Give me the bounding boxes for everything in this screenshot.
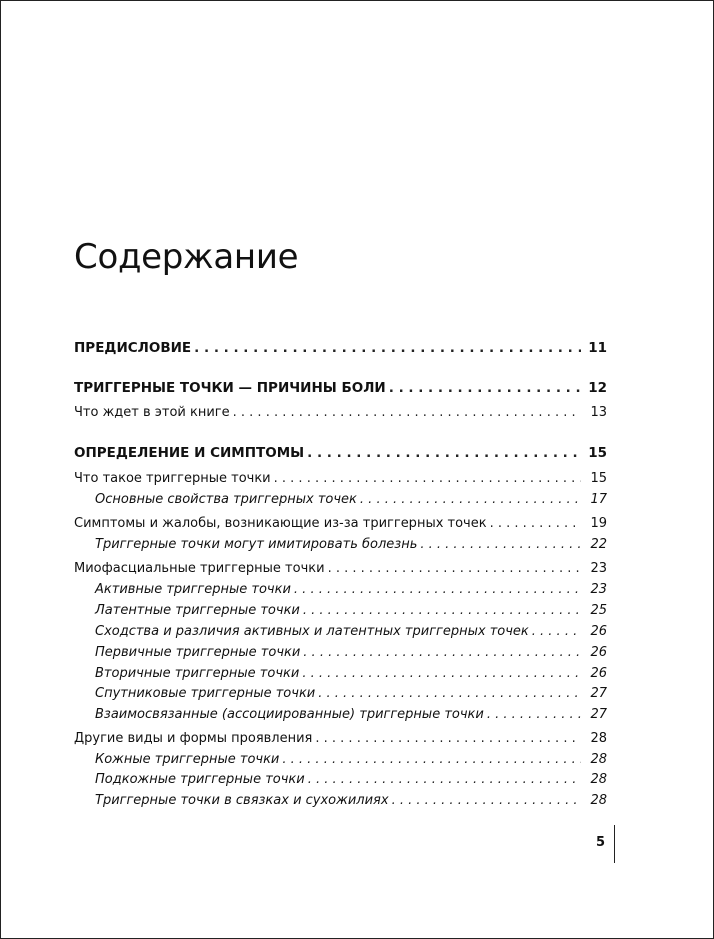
dot-leader	[328, 561, 581, 577]
dot-leader	[303, 645, 581, 661]
dot-leader	[233, 405, 581, 421]
toc-entry-page: 13	[590, 405, 607, 420]
toc-entry-page: 27	[590, 707, 607, 722]
toc-entry-label: Триггерные точки могут имитировать болезнь	[95, 537, 418, 552]
toc-entry-page: 26	[590, 645, 607, 660]
toc-entry-label: Что ждет в этой книге	[74, 405, 230, 420]
toc-entry-label: Активные триггерные точки	[95, 582, 291, 597]
dot-leader	[308, 772, 581, 788]
table-of-contents	[74, 1, 607, 938]
toc-entry-page: 17	[590, 492, 607, 507]
toc-entry-page: 12	[588, 380, 607, 396]
toc-entry-label: Латентные триггерные точки	[95, 603, 300, 618]
toc-entry-chapter[interactable]	[74, 561, 607, 577]
toc-entry-label: Миофасциальные триггерные точки	[74, 561, 325, 576]
toc-entry-label: ОПРЕДЕЛЕНИЕ И СИМПТОМЫ	[74, 445, 305, 461]
toc-entry-page: 15	[588, 445, 607, 461]
toc-entry-subsection[interactable]	[74, 666, 607, 682]
toc-entry-page: 27	[590, 686, 607, 701]
toc-entry-page: 26	[590, 624, 607, 639]
toc-entry-subsection[interactable]	[74, 624, 607, 640]
toc-entry-page: 25	[590, 603, 607, 618]
dot-leader	[360, 492, 581, 508]
toc-entry-subsection[interactable]	[74, 686, 607, 702]
toc-entry-subsection[interactable]	[74, 582, 607, 598]
dot-leader	[294, 582, 581, 598]
dot-leader	[490, 516, 581, 532]
toc-entry-label: Триггерные точки в связках и сухожилиях	[95, 793, 389, 808]
toc-entry-page: 22	[590, 537, 607, 552]
toc-entry-label: ТРИГГЕРНЫЕ ТОЧКИ — ПРИЧИНЫ БОЛИ	[74, 380, 386, 396]
toc-entry-chapter[interactable]	[74, 731, 607, 747]
dot-leader	[302, 666, 581, 682]
toc-entry-page: 28	[590, 772, 607, 787]
toc-entry-part[interactable]	[74, 445, 607, 461]
dot-leader	[282, 752, 581, 768]
dot-leader	[274, 471, 581, 487]
toc-entry-chapter[interactable]	[74, 405, 607, 421]
dot-leader	[532, 624, 581, 640]
toc-entry-page: 28	[590, 793, 607, 808]
toc-entry-page: 11	[588, 340, 607, 356]
dot-leader	[318, 686, 581, 702]
toc-entry-subsection[interactable]	[74, 752, 607, 768]
toc-entry-subsection[interactable]	[74, 537, 607, 553]
toc-entry-subsection[interactable]	[74, 707, 607, 723]
toc-entry-label: Вторичные триггерные точки	[95, 666, 300, 681]
toc-entry-label: Сходства и различия активных и латентных триггерных точек	[95, 624, 529, 639]
toc-entry-page: 19	[590, 516, 607, 531]
toc-entry-subsection[interactable]	[74, 772, 607, 788]
toc-entry-label: Симптомы и жалобы, возникающие из-за триггерных точек	[74, 516, 487, 531]
toc-entry-page: 26	[590, 666, 607, 681]
toc-entry-subsection[interactable]	[74, 603, 607, 619]
toc-entry-page: 15	[590, 471, 607, 486]
toc-entry-label: Кожные триггерные точки	[95, 752, 280, 767]
toc-entry-chapter[interactable]	[74, 516, 607, 532]
dot-leader	[420, 537, 581, 553]
toc-entry-label: Другие виды и формы проявления	[74, 731, 313, 746]
toc-entry-label: Подкожные триггерные точки	[95, 772, 305, 787]
toc-entry-page: 23	[590, 561, 607, 576]
dot-leader	[307, 445, 581, 461]
toc-entry-part[interactable]	[74, 340, 607, 356]
toc-entry-part[interactable]	[74, 380, 607, 396]
page-number: 5	[596, 835, 606, 850]
dot-leader	[315, 731, 581, 747]
toc-entry-subsection[interactable]	[74, 492, 607, 508]
toc-entry-page: 28	[590, 752, 607, 767]
dot-leader	[392, 793, 581, 809]
toc-entry-page: 28	[590, 731, 607, 746]
folio-divider	[614, 825, 615, 863]
toc-entry-chapter[interactable]	[74, 471, 607, 487]
page-title: Содержание	[74, 237, 299, 277]
toc-entry-label: ПРЕДИСЛОВИЕ	[74, 340, 192, 356]
toc-entry-label: Взаимосвязанные (ассоциированные) триггерные точки	[95, 707, 484, 722]
dot-leader	[303, 603, 581, 619]
toc-entry-subsection[interactable]	[74, 793, 607, 809]
toc-entry-subsection[interactable]	[74, 645, 607, 661]
toc-entry-label: Что такое триггерные точки	[74, 471, 271, 486]
toc-entry-label: Основные свойства триггерных точек	[95, 492, 357, 507]
toc-entry-page: 23	[590, 582, 607, 597]
toc-entry-label: Первичные триггерные точки	[95, 645, 301, 660]
dot-leader	[389, 380, 581, 396]
toc-entry-label: Спутниковые триггерные точки	[95, 686, 316, 701]
dot-leader	[487, 707, 581, 723]
dot-leader	[194, 340, 581, 356]
